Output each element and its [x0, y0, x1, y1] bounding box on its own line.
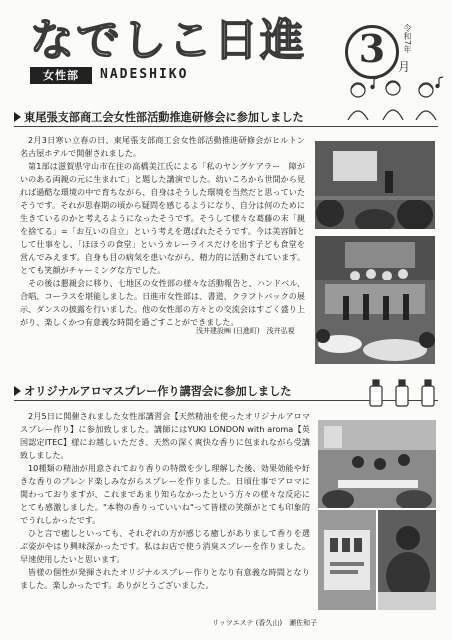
paragraph: 第1部は滋賀県守山市在住の高橋美江氏による「私のヤングケアラー 障がいのある両親の元に生まれて」と題した講演でした。幼いころから世間から見れば過酷な環境の中で育ちながら、自身はそうした環境を当然だと思っていたそうです。それが思春期の頃から疑問を感じるようになり、自分は何のために生きているのかと考えるようになったそうです。そうして様々な葛藤の末「親を捨てる」=「お互いの自立」という考えを選ばれたそうです。今は美容師として仕事をし、「ほほうの食堂」というカレーライスだけを出す子ども食堂を営んでみえます。自身も目の病気を患いながら、精力的に活動されています。とても笑顔がチャーミングな方でした。 — [20, 161, 305, 275]
article1-signature: 浅井建設㈱ (日進町) 浅井弘視 — [196, 327, 295, 335]
paragraph: 2月3日寒い立春の日、東尾張支部商工会女性部活動推進研修会がヒルトン名古屋ホテルで開催されました。 — [20, 135, 305, 158]
article2-body — [20, 410, 310, 592]
issue-month: 月 — [398, 60, 411, 74]
photo-lecture — [315, 141, 435, 229]
photo-tabletop — [318, 510, 376, 610]
triangle-bullet-icon — [14, 386, 21, 396]
article1-body — [20, 134, 305, 329]
issue-number: 3 — [358, 26, 386, 71]
issue-era: 令和7年 — [403, 24, 412, 54]
paragraph: ひと言で癒しといっても、それぞれの方が感じる癒しがありまして香りを選ぶ姿がやはり興味深かったです。私はお店で使う消臭スプレーを作りました。早速使用したいと思います。 — [20, 528, 310, 564]
article2-heading-text: オリジナルアロマスプレー作り講習会に参加しました — [24, 385, 292, 398]
paragraph: 10種類の精油が用意されており香りの特徴を少し理解した後、効果効能や好きな香りのブレンド楽しみながらスプレーを作りました。日頃仕事でアロマに関わっておりますが、これまであまり知らなかったという方々の様々な反応にとても感激しました。"本物の香りっていいね"って皆様の笑顔がとても印象的でうれしかったです。 — [20, 463, 310, 525]
dept-badge: 女性部 — [30, 67, 92, 84]
english-name: NADESHIKO — [100, 67, 189, 82]
paragraph: その後は懇親会に移り、七地区の女性部の様々な活動報告と、ハンドベル、合唱、コーラスを堪能しました。日進市女性部は、書道、クラフトバックの展示、ダンスの披露を行いました。他の女性部の方々との交流会はすごく盛り上がり、楽しくかつ有意義な時間を過ごすことができました。 — [20, 278, 305, 327]
photo-participants — [378, 510, 436, 610]
article1-heading-text: 東尾張支部商工会女性部活動推進研修会に参加しました — [24, 111, 304, 124]
photo-workshop-room — [318, 420, 436, 508]
article2-signature: リッツエステ (香久山) 瀬佐和子 — [212, 619, 318, 627]
triangle-bullet-icon — [14, 112, 21, 122]
paragraph: 皆様の個性が発揮されたオリジナルスプレー作りとなり有意義な時間となりました。楽しかったです。ありがとうございました。 — [20, 567, 310, 590]
photo-stage — [315, 280, 435, 364]
aroma-bottles-illustration — [366, 378, 438, 408]
newsletter-title: なでしこ日進 — [30, 15, 306, 66]
article1-heading — [14, 110, 438, 127]
paragraph: 2月5日に開催されました女性部講習会【天然精油を使ったオリジナルアロマスプレー作り】に参加致しました。講師にはYUKI LONDON with aroma【英国認定ITEC】様にお越しいただき、天然の深く爽快な香りに包まれながら受講致しました。 — [20, 411, 310, 460]
